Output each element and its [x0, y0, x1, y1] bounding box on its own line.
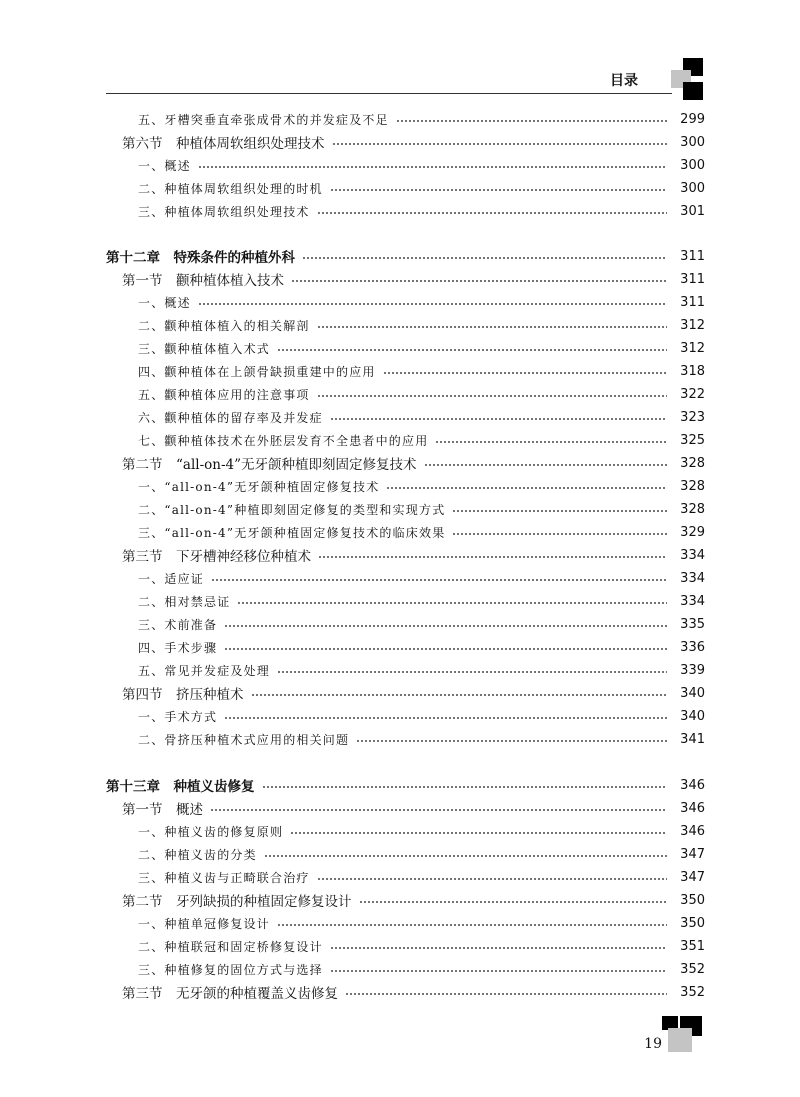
- dot-leader: [345, 993, 667, 995]
- toc-entry-page: 311: [680, 271, 705, 287]
- toc-entry[interactable]: [0, 958, 800, 980]
- toc-entry-title: 二、相对禁忌证: [138, 594, 231, 609]
- toc-entry-title: 五、颧种植体应用的注意事项: [138, 387, 310, 402]
- dot-leader: [210, 809, 667, 811]
- toc-entry-title: 一、种植单冠修复设计: [138, 916, 271, 931]
- toc-entry-title: 第三节 下牙槽神经移位种植术: [122, 549, 311, 565]
- toc-entry[interactable]: [0, 360, 800, 382]
- toc-entry[interactable]: [0, 912, 800, 934]
- dot-leader: [383, 372, 667, 374]
- toc-chapter[interactable]: [0, 245, 800, 267]
- dot-leader: [330, 418, 667, 420]
- dot-leader: [332, 143, 668, 145]
- dot-leader: [302, 257, 667, 259]
- toc-entry-page: 311: [680, 294, 705, 310]
- toc-entry[interactable]: [0, 498, 800, 520]
- toc-entry-title: 第六节 种植体周软组织处理技术: [122, 136, 325, 152]
- toc-entry-title: 四、颧种植体在上颌骨缺损重建中的应用: [138, 364, 376, 379]
- toc-entry-title: 五、常见并发症及处理: [138, 663, 271, 678]
- toc-entry-page: 328: [680, 478, 705, 494]
- toc-entry[interactable]: [0, 705, 800, 727]
- dot-leader: [330, 947, 667, 949]
- toc-entry-page: 334: [680, 570, 705, 586]
- dot-leader: [251, 694, 668, 696]
- page-number: 19: [644, 1036, 662, 1052]
- toc-entry[interactable]: [0, 889, 800, 911]
- dot-leader: [317, 878, 667, 880]
- toc-entry[interactable]: [0, 521, 800, 543]
- dot-leader: [356, 740, 667, 742]
- dot-leader: [198, 303, 667, 305]
- dot-leader: [277, 671, 667, 673]
- toc-entry[interactable]: [0, 291, 800, 313]
- dot-leader: [277, 924, 667, 926]
- toc-entry-title: 一、种植义齿的修复原则: [138, 824, 284, 839]
- toc-entry[interactable]: [0, 200, 800, 222]
- toc-entry-title: 第二节 “all-on-4”无牙颌种植即刻固定修复技术: [122, 457, 417, 473]
- dot-leader: [359, 901, 668, 903]
- toc-entry-page: 311: [680, 248, 705, 264]
- dot-leader: [330, 970, 667, 972]
- toc-entry-page: 352: [680, 984, 705, 1000]
- toc-entry[interactable]: [0, 728, 800, 750]
- toc-entry[interactable]: [0, 177, 800, 199]
- toc-entry[interactable]: [0, 590, 800, 612]
- dot-leader: [424, 464, 667, 466]
- dot-leader: [237, 602, 667, 604]
- toc-chapter[interactable]: [0, 774, 800, 796]
- toc-entry[interactable]: [0, 797, 800, 819]
- toc-entry[interactable]: [0, 108, 800, 130]
- toc-entry-page: 347: [680, 869, 705, 885]
- toc-entry-title: 二、骨挤压种植术式应用的相关问题: [138, 732, 350, 747]
- toc-entry-title: 第二节 牙列缺损的种植固定修复设计: [122, 894, 352, 910]
- toc-entry[interactable]: [0, 613, 800, 635]
- dot-leader: [317, 395, 667, 397]
- toc-entry[interactable]: [0, 154, 800, 176]
- toc-entry-page: 323: [680, 409, 705, 425]
- toc-entry-title: 三、术前准备: [138, 617, 218, 632]
- dot-leader: [317, 212, 667, 214]
- toc-entry-page: 328: [680, 455, 705, 471]
- toc-entry[interactable]: [0, 268, 800, 290]
- dot-leader: [290, 832, 667, 834]
- toc-entry-title: 三、颧种植体植入术式: [138, 341, 271, 356]
- toc-entry[interactable]: [0, 131, 800, 153]
- toc-entry-title: 一、概述: [138, 295, 191, 310]
- toc-entry-page: 318: [680, 363, 705, 379]
- toc-entry-title: 第一节 概述: [122, 802, 203, 818]
- toc-entry-title: 三、种植体周软组织处理技术: [138, 204, 310, 219]
- toc-entry-page: 340: [680, 685, 705, 701]
- toc-entry-page: 346: [680, 823, 705, 839]
- toc-entry-page: 350: [680, 892, 705, 908]
- toc-entry[interactable]: [0, 406, 800, 428]
- toc-entry-title: 三、种植义齿与正畸联合治疗: [138, 870, 310, 885]
- dot-leader: [198, 166, 667, 168]
- dot-leader: [224, 648, 667, 650]
- toc-entry-title: 五、牙槽突垂直牵张成骨术的并发症及不足: [138, 112, 389, 127]
- toc-entry-title: 一、手术方式: [138, 709, 218, 724]
- toc-entry[interactable]: [0, 314, 800, 336]
- dot-leader: [318, 556, 667, 558]
- toc-entry-page: 346: [680, 777, 705, 793]
- toc-entry[interactable]: [0, 981, 800, 1003]
- toc-entry-title: 三、“all-on-4”无牙颌种植固定修复技术的临床效果: [138, 525, 446, 540]
- toc-entry-page: 322: [680, 386, 705, 402]
- dot-leader: [435, 441, 667, 443]
- toc-entry-page: 336: [680, 639, 705, 655]
- dot-leader: [224, 717, 667, 719]
- toc-entry-title: 二、颧种植体植入的相关解剖: [138, 318, 310, 333]
- toc-entry-page: 329: [680, 524, 705, 540]
- dot-leader: [452, 533, 667, 535]
- toc-entry[interactable]: [0, 452, 800, 474]
- dot-leader: [396, 120, 667, 122]
- dot-leader: [224, 625, 667, 627]
- toc-entry-title: 第三节 无牙颌的种植覆盖义齿修复: [122, 986, 338, 1002]
- toc-entry[interactable]: [0, 567, 800, 589]
- toc-entry[interactable]: [0, 383, 800, 405]
- toc-entry-title: 一、概述: [138, 158, 191, 173]
- toc-entry[interactable]: [0, 659, 800, 681]
- header-title: 目录: [610, 73, 638, 89]
- toc-entry[interactable]: [0, 820, 800, 842]
- toc-entry-page: 340: [680, 708, 705, 724]
- dot-leader: [291, 280, 667, 282]
- toc-entry-page: 300: [680, 180, 705, 196]
- toc-entry-title: 一、“all-on-4”无牙颌种植固定修复技术: [138, 479, 380, 494]
- dot-leader: [277, 349, 667, 351]
- toc-entry-page: 300: [680, 134, 705, 150]
- dot-leader: [452, 510, 667, 512]
- toc-entry-page: 312: [680, 340, 705, 356]
- toc-entry[interactable]: [0, 475, 800, 497]
- toc-entry-page: 300: [680, 157, 705, 173]
- toc-entry[interactable]: [0, 866, 800, 888]
- toc-entry-page: 347: [680, 846, 705, 862]
- toc-entry-title: 二、“all-on-4”种植即刻固定修复的类型和实现方式: [138, 502, 446, 517]
- toc-entry-page: 352: [680, 961, 705, 977]
- toc-entry-page: 341: [680, 731, 705, 747]
- toc-entry[interactable]: [0, 429, 800, 451]
- toc-entry-title: 四、手术步骤: [138, 640, 218, 655]
- toc-entry-page: 346: [680, 800, 705, 816]
- toc-entry-page: 299: [680, 111, 705, 127]
- dot-leader: [262, 786, 668, 788]
- toc-entry[interactable]: [0, 682, 800, 704]
- dot-leader: [317, 326, 667, 328]
- dot-leader: [386, 487, 667, 489]
- toc-entry-title: 二、种植体周软组织处理的时机: [138, 181, 323, 196]
- corner-block-bottom-3: [668, 1028, 692, 1052]
- toc-entry-page: 325: [680, 432, 705, 448]
- toc-entry-title: 七、颧种植体技术在外胚层发育不全患者中的应用: [138, 433, 429, 448]
- dot-leader: [211, 579, 667, 581]
- toc-entry-page: 335: [680, 616, 705, 632]
- toc-entry-page: 328: [680, 501, 705, 517]
- toc-entry-page: 351: [680, 938, 705, 954]
- toc-entry-title: 一、适应证: [138, 571, 205, 586]
- toc-entry-page: 301: [680, 203, 705, 219]
- toc-entry[interactable]: [0, 544, 800, 566]
- toc-entry[interactable]: [0, 843, 800, 865]
- toc-entry-title: 第十二章 特殊条件的种植外科: [106, 250, 295, 266]
- toc-entry-page: 350: [680, 915, 705, 931]
- toc-entry-title: 二、种植联冠和固定桥修复设计: [138, 939, 323, 954]
- toc-entry-page: 334: [680, 593, 705, 609]
- toc-entry[interactable]: [0, 935, 800, 957]
- toc-entry[interactable]: [0, 636, 800, 658]
- toc-entry-page: 312: [680, 317, 705, 333]
- toc-entry-title: 三、种植修复的固位方式与选择: [138, 962, 323, 977]
- toc-entry-title: 第十三章 种植义齿修复: [106, 779, 255, 795]
- toc-entry-title: 第一节 颧种植体植入技术: [122, 273, 284, 289]
- dot-leader: [264, 855, 667, 857]
- dot-leader: [330, 189, 667, 191]
- toc-entry-title: 六、颧种植体的留存率及并发症: [138, 410, 323, 425]
- toc-entry-page: 339: [680, 662, 705, 678]
- toc-entry-title: 二、种植义齿的分类: [138, 847, 257, 862]
- toc-entry[interactable]: [0, 337, 800, 359]
- toc-entry-title: 第四节 挤压种植术: [122, 687, 244, 703]
- toc-entry-page: 334: [680, 547, 705, 563]
